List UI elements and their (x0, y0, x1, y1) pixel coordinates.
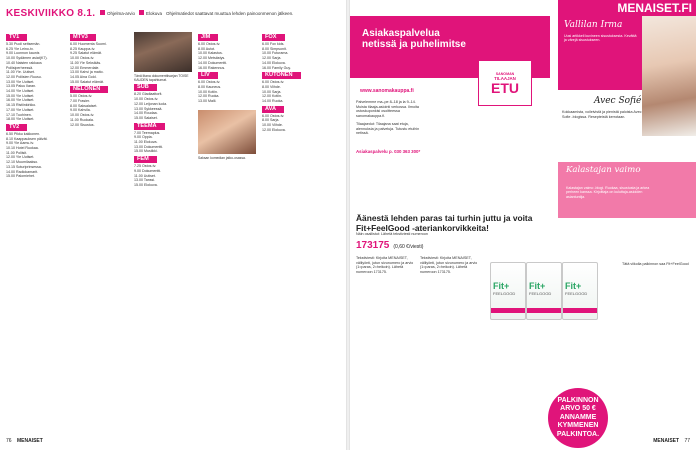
program-item: 5.00 Ostos-tv. (70, 94, 93, 99)
channel-liv-header: LIV (198, 72, 218, 79)
channel-tv2-list (6, 132, 66, 179)
blog-avec-sofie-text: Kokkaamista, voileivistä ja pienistä paloista Avec Sofie -blogissa. Resepteistä kerrotaan. (562, 110, 642, 119)
channel-ava-header: AVA (262, 106, 284, 113)
magazine-name: MENAISET (653, 438, 680, 444)
channel-kutonen-list (262, 80, 322, 104)
program-item: 8.00 Simpsonit. (262, 46, 287, 51)
program-item: 12.00 Leijonan luola. (134, 101, 168, 106)
program-item: 13.00 Yle Uutiset. (6, 79, 35, 84)
contest-how-to: Näin osallistut: Lähetä tekstiviesti numeroon (356, 232, 428, 236)
program-item: 7.00 Frasier. (70, 99, 90, 104)
program-item: 6.00 Huomenta Suomi. (70, 42, 107, 46)
program-item: 14.00 Radiokamarit. (6, 169, 39, 174)
program-item: 11.00 Poliisit. (6, 150, 28, 155)
program-item: 8.00 Viihde. (262, 84, 281, 89)
channel-jim-list (198, 42, 258, 70)
program-item: 16.00 Family Guy. (262, 65, 291, 70)
shop-url-link[interactable]: www.sanomakauppa.fi (360, 88, 414, 94)
program-item: 15.00 Palomiehet. (6, 174, 35, 179)
program-item: 16.15 Ristiinkirkko. (6, 103, 37, 108)
program-item: 6.00 Ostos-tv. (262, 113, 285, 118)
page-number: 76 (6, 438, 12, 444)
legend-note: Ohjelmatiedot saattavat muuttua lehden painoonmenon jälkeen. (166, 10, 294, 16)
magazine-name: MENAISET (16, 438, 43, 444)
banner-title-line-2: netissä ja puhelimitse (362, 39, 466, 50)
program-item: 12.00 Metsästys. (198, 56, 226, 61)
program-item: 14.00 Roudaa. (134, 111, 158, 116)
price: (0,60 €/viesti) (393, 244, 424, 250)
blog-avec-sofie-title[interactable]: Avec Sofié (594, 96, 642, 106)
program-item: 13.00 Sykkeessä. (134, 106, 163, 111)
program-item: 13.00 Dokumentti. (134, 144, 164, 149)
program-item: 17.00 Yle Uutiset. (6, 107, 35, 112)
column-3 (134, 32, 194, 428)
channel-fox-list (262, 42, 322, 70)
program-item: 8.00 Sarja. (262, 118, 280, 123)
program-item: 11.00 Yle Seksikäs. (70, 60, 102, 65)
channel-tv1-header: TV1 (6, 34, 27, 41)
program-item: 6.00 Ostos-tv. (262, 80, 285, 85)
program-item: 12.00 Sarja. (262, 56, 282, 61)
program-item: 12.00 Emmerdale. (70, 65, 100, 70)
product-package-2: Fit+ FEELGOOD (526, 262, 562, 320)
legend-item: Ohjelma-arvio (100, 10, 135, 16)
program-item: 8.00 Autot. (198, 46, 216, 51)
program-item: 12.00 Ruoka. (198, 94, 220, 99)
program-item: 14.00 Ruoka. (262, 99, 284, 104)
legend-item: Elokuva (139, 10, 162, 16)
channel-sub-list (134, 92, 194, 120)
program-item: 10.10 Hotel Ruokaa. (6, 146, 39, 151)
program-item: 15.00 Musiikki. (134, 149, 158, 154)
program-item: 14.00 Dokumentti. (198, 60, 228, 65)
order-code-row (356, 240, 423, 251)
channel-kutonen-header: KUTONEN (262, 72, 301, 79)
program-item: 10.00 Ostos-tv. (70, 56, 95, 61)
channel-ava-list (262, 114, 322, 133)
product-package-1: Fit+ FEELGOOD (490, 262, 526, 320)
program-item: 10.40 Naisten rakkaus (6, 60, 42, 65)
program-item: 15.00 Salatut elämät. (70, 79, 104, 84)
program-item: 10.00 Futurama. (262, 51, 289, 56)
legend-square-icon (139, 10, 144, 15)
program-item: 15.00 Yle Uutiset. (6, 93, 35, 98)
legend-square-icon (100, 10, 105, 15)
footer-right (653, 438, 690, 444)
channel-mtv3-list (70, 42, 130, 84)
program-item: 8.20 Gladiaattorit. (134, 92, 163, 97)
left-page-tv-guide (0, 0, 346, 450)
program-item: 5.30 Puoli seitsemän. (6, 42, 41, 46)
page-title: KESKIVIIKKO 8.1. (6, 8, 96, 19)
menaiset-logo[interactable]: MENAISET.FI (558, 0, 696, 16)
program-item: 8.00 Kauneus. (198, 84, 222, 89)
program-item: 9.00 Yle Aamu-tv. (6, 141, 35, 146)
winners-text: Tätä viikolla palkinnon saa Fit+FeelGood (622, 262, 689, 266)
subscriber-benefit-badge: SANOMAN TILAAJAN ETU (478, 60, 532, 106)
program-item: 6.00 Ostos-tv. (198, 80, 221, 85)
program-item: 12.00 Sisustus. (70, 122, 95, 127)
program-item: 11.00 Yle. Uutiset. (6, 70, 36, 75)
banner-title-line-1: Asiakaspalvelua (362, 28, 440, 39)
channel-fem-list (134, 164, 194, 188)
contest-details: Tekstiviesti: Kirjoita MENAISET, välilyönti, jutun sivunumero ja arvio (1=paras, 2=heikoin). Lähetä numeroon 173175. (356, 256, 414, 275)
channel-tv2-header: TV2 (6, 124, 27, 131)
channel-nelonen-list (70, 94, 130, 127)
program-item: 9.00 Oppia. (134, 135, 153, 140)
program-item: 14.00 Elokuva. (262, 60, 286, 65)
blog-vallilan-irma[interactable]: Vallilan Irma Uusi artikkeli kuvineen sisustuksesta. Kevättä ja värejä sisustukseen. (558, 16, 642, 90)
order-code: 173175 (356, 240, 390, 251)
legend (100, 10, 293, 16)
program-photo-woman (198, 110, 256, 154)
program-item: 13.00 Tanssi. (134, 178, 156, 183)
program-item: 12.10 Muumilaakso. (6, 160, 39, 165)
program-item: 10.00 Kalastus. (198, 51, 223, 56)
column-1 (6, 32, 66, 428)
channel-fox-header: FOX (262, 34, 285, 41)
program-item: 12.00 Kotiin. (262, 94, 282, 99)
program-item: 14.00 Yle Uutiset. (6, 89, 35, 94)
program-item: 8.10 Kaappauksen päivät. (6, 136, 48, 141)
program-item: 18.00 Yle Uutiset. (6, 117, 35, 122)
program-item: 10.00 Sarja. (262, 89, 282, 94)
photo-caption: Tänä iltana dokumenttisarjan TOISE KAUDEN tapahtumat. (134, 74, 189, 83)
service-banner-title (362, 28, 466, 50)
program-item: 6.00 Fox kids. (262, 42, 285, 46)
program-item: 8.25 Kauppa-tv. (70, 46, 96, 51)
program-item: 17.10 Tuohinen. (6, 112, 32, 117)
blogger-photo (642, 16, 696, 136)
program-item: Poliisiperheessä. (6, 65, 34, 70)
program-item: 9.25 Salatut elämät. (70, 51, 102, 56)
program-item: 9.00 Kahvila. (70, 108, 91, 113)
program-item: 10.00 Ostos-tv. (134, 97, 159, 102)
contest-details-2: Tekstiviesti: Kirjoita MENAISET, välilyönti, jutun sivunumero ja arvio (1=paras, 2=heikoin). Lähetä numeroon 173175. (420, 256, 478, 275)
column-4 (198, 32, 258, 428)
service-phone: Asiakaspalvelu p. 030 363 300* (356, 149, 421, 154)
footer-left (6, 438, 43, 444)
program-item: 7.00 Teemaplus. (134, 130, 161, 135)
channel-fem-header: FEM (134, 156, 157, 163)
program-item: 6.50 Pikku kakkonen. (6, 131, 41, 136)
program-item: 6.00 Ostos-tv. (198, 42, 221, 46)
photo-caption: Saksan komedian jatko-osassa. (198, 155, 246, 160)
channel-teema-list (134, 131, 194, 155)
product-package-3: Fit+ FEELGOOD (562, 262, 598, 320)
program-item: 13.00 Malli. (198, 99, 217, 104)
service-text: Palvelemme ma–pe 8–18 ja la 9–14. Muista tilaaja-asiointi verkossa. Ilmoita ostoskuponkisi osoitteessa sanomakauppa.fi. Tilaajaedut: Tilaajana saat etuja, alennuksia ja palveluja. Tutustu etuihin netissä. (356, 100, 420, 136)
program-item: 12.00 Elokuva. (262, 127, 286, 132)
page-number: 77 (684, 438, 690, 444)
program-item: 11.00 Uutiset. (134, 173, 156, 178)
channel-tv1-list (6, 42, 66, 122)
program-item: 10.00 Viihde. (262, 123, 283, 128)
program-item: 11.00 Elokuva. (134, 140, 158, 145)
prize-value-badge: PALKINNON ARVO 50 € ANNAMME KYMMENEN PALKINTOA. (548, 388, 608, 448)
contest-headline: Äänestä lehden paras tai turhin juttu ja voita Fit+FeelGood -ateriankorvikkeita! (356, 213, 533, 233)
program-item: 6.25 Yle Leino-tv. (6, 46, 34, 51)
program-item: 16.00 Yle Uutiset. (6, 98, 35, 103)
program-item: 12.00 Poliisien Ruusu. (6, 74, 42, 79)
program-item: 12.00 Yle Uutiset. (6, 155, 35, 160)
program-item: 10.00 Ostos-tv. (70, 113, 95, 118)
program-item: 10.00 Sydämen asiat(K7). (6, 56, 48, 61)
program-item: 10.00 Kotiin. (198, 89, 218, 94)
channel-teema-header: TEEMA (134, 123, 165, 130)
program-item: 15.00 Elokuva. (134, 182, 158, 187)
program-photo-man (134, 32, 192, 72)
column-5 (262, 32, 322, 428)
blog-kalastajan-vaimo[interactable]: Kalastajan vaimo Kalastajan vaimo -blogi. Ruokaa, sisustusta ja arkea perheen kanssa. Kirjoittaja on kuluttaja-asioiden asiantuntija. (558, 162, 696, 218)
channel-nelonen-header: NELONEN (70, 86, 108, 93)
program-item: 13.15 Soturiprinsessa. (6, 164, 42, 169)
program-item: 11.00 Ruokala. (70, 117, 94, 122)
program-item: 14.05 Aina Gold. (70, 74, 97, 79)
program-item: 9.00 Dokumentti. (134, 168, 162, 173)
program-item: 13.05 Paluu Ilaran. (6, 84, 37, 89)
channel-sub-header: SUB (134, 84, 157, 91)
right-page (350, 0, 696, 450)
channel-mtv3-header: MTV3 (70, 34, 96, 41)
program-item: 7.25 Ostos-tv. (134, 164, 157, 169)
program-item: 16.00 Rakennus. (198, 65, 226, 70)
program-item: 15.00 Salaiset. (134, 115, 158, 120)
column-2 (70, 32, 130, 428)
program-item: 8.00 Saksalaiset. (70, 103, 98, 108)
channel-liv-list (198, 80, 258, 104)
channel-jim-header: JIM (198, 34, 218, 41)
program-item: 13.00 Kahvi ja maito. (70, 70, 104, 75)
program-item: 9.00 Luonnon kaunis (6, 51, 40, 56)
